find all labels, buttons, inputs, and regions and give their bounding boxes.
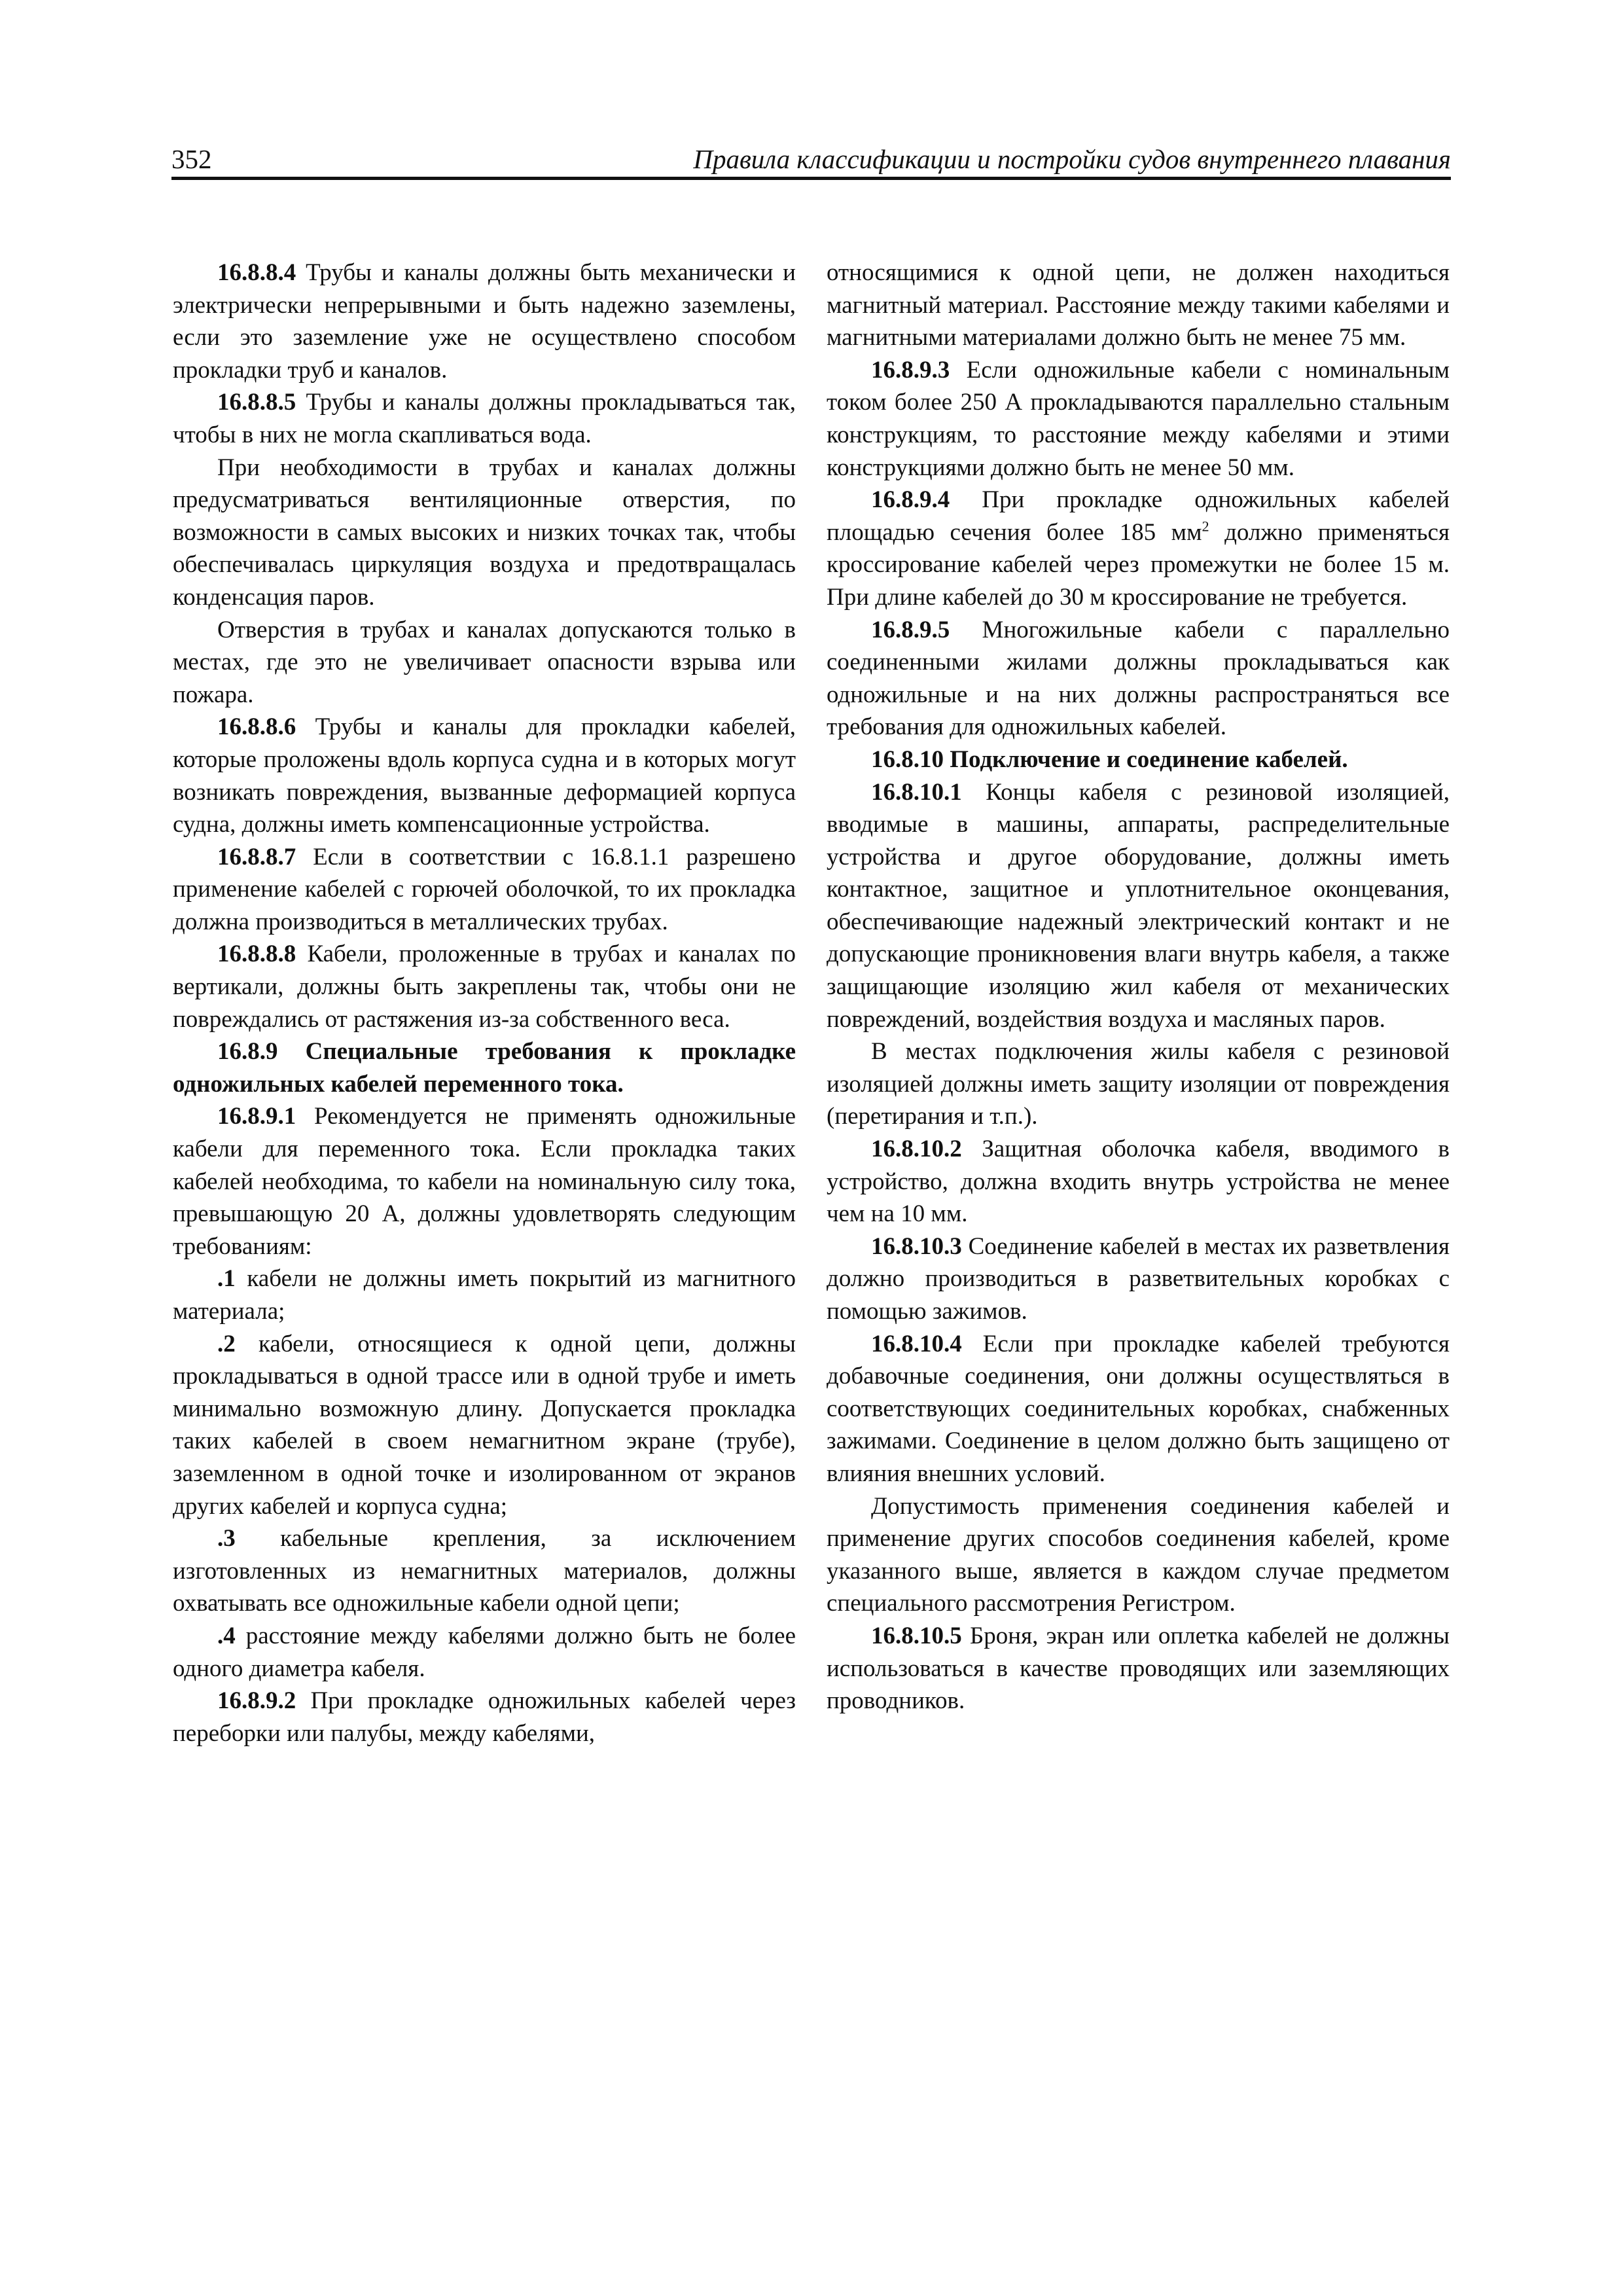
paragraph-16-8-10-2: 16.8.10.2 Защитная оболочка кабеля, вводимого в устройство, должна входить внутрь устройства не менее чем на 10 мм. — [827, 1136, 1450, 1228]
paragraph-16-8-9-2-continued: относящимися к одной цепи, не должен находиться магнитный материал. Расстояние между такими кабелями и магнитными материалами должно быть не менее 75 мм. — [827, 259, 1450, 351]
paragraph-16-8-8-7: 16.8.8.7 Если в соответствии с 16.8.1.1 разрешено применение кабелей с горючей оболочкой, то их прокладка должна производиться в металлических трубах. — [173, 843, 796, 935]
paragraph-admissibility: Допустимость применения соединения кабелей и применение других способов соединения кабелей, кроме указанного выше, является в каждом случае предметом специального рассмотрения Регистром. — [827, 1492, 1450, 1617]
section-heading-16-8-9: 16.8.9 Специальные требования к прокладке одножильных кабелей переменного тока. — [173, 1038, 796, 1098]
paragraph-16-8-10-4: 16.8.10.4 Если при прокладке кабелей требуются добавочные соединения, они должны осуществляться в соответствующих соединительных коробках, снабженных зажимами. Соединение в целом должно быть защищено от влияния внешних условий. — [827, 1330, 1450, 1487]
paragraph-16-8-8-8: 16.8.8.8 Кабели, проложенные в трубах и каналах по вертикали, должны быть закреплены так, чтобы они не повреждались от растяжения из-за собственного веса. — [173, 941, 796, 1033]
paragraph-16-8-9-5: 16.8.9.5 Многожильные кабели с параллельно соединенными жилами должны прокладываться как одножильные и на них должны распространяться все требования для одножильных кабелей. — [827, 616, 1450, 741]
paragraph-16-8-9-3: 16.8.9.3 Если одножильные кабели с номинальным током более 250 А прокладываются параллельно стальным конструкциям, то расстояние между кабелями и этими конструкциями должно быть не менее 50 мм. — [827, 356, 1450, 481]
running-title: Правила классификации и постройки судов внутреннего плавания — [693, 144, 1451, 174]
left-column — [173, 257, 796, 1749]
paragraph-ventilation: При необходимости в трубах и каналах должны предусматриваться вентиляционные отверстия, по возможности в самых высоких и низких точках так, чтобы обеспечивалась циркуляция воздуха и предотвращалась конденсация паров. — [173, 454, 796, 611]
list-item-3: .3 кабельные крепления, за исключением изготовленных из немагнитных материалов, должны охватывать все одножильные кабели одной цепи; — [173, 1525, 796, 1617]
paragraph-16-8-9-1: 16.8.9.1 Рекомендуется не применять одножильные кабели для переменного тока. Если прокладка таких кабелей необходима, то кабели на номинальную силу тока, превышающую 20 А, должны удовлетворять следующим требованиям: — [173, 1103, 796, 1260]
paragraph-16-8-8-5: 16.8.8.5 Трубы и каналы должны прокладываться так, чтобы в них не могла скапливаться вода. — [173, 389, 796, 448]
list-item-2: .2 кабели, относящиеся к одной цепи, должны прокладываться в одной трассе или в одной трубе и иметь минимально возможную длину. Допускается прокладка таких кабелей в своем немагнитном экране (трубе), заземленном в одной точке и изолированном от экранов других кабелей и корпуса судна; — [173, 1330, 796, 1520]
paragraph-16-8-10-1: 16.8.10.1 Концы кабеля с резиновой изоляцией, вводимые в машины, аппараты, распределительные устройства и другое оборудование, должны иметь контактное, защитное и уплотнительное оконцевания, обеспечивающие надежный электрический контакт и не допускающие проникновения влаги внутрь кабеля, а также защищающие изоляцию жил кабеля от механических повреждений, воздействия воздуха и масляных паров. — [827, 778, 1450, 1033]
list-item-1: .1 кабели не должны иметь покрытий из магнитного материала; — [173, 1265, 796, 1325]
page-header — [171, 143, 1451, 175]
page-number: 352 — [171, 144, 212, 174]
paragraph-rubber-insulation: В местах подключения жилы кабеля с резиновой изоляцией должны иметь защиту изоляции от повреждения (перетирания и т.п.). — [827, 1038, 1450, 1130]
section-heading-16-8-10: 16.8.10 Подключение и соединение кабелей. — [871, 745, 1348, 773]
paragraph-16-8-8-6: 16.8.8.6 Трубы и каналы для прокладки кабелей, которые проложены вдоль корпуса судна и в которых могут возникать повреждения, вызванные деформацией корпуса судна, должны иметь компенсационные устройства. — [173, 713, 796, 838]
paragraph-16-8-10-5: 16.8.10.5 Броня, экран или оплетка кабелей не должны использоваться в качестве проводящих или заземляющих проводников. — [827, 1622, 1450, 1715]
header-rule — [171, 177, 1451, 180]
paragraph-openings: Отверстия в трубах и каналах допускаются только в местах, где это не увеличивает опасности взрыва или пожара. — [173, 616, 796, 708]
right-column — [827, 257, 1450, 1717]
list-item-4: .4 расстояние между кабелями должно быть не более одного диаметра кабеля. — [173, 1622, 796, 1682]
paragraph-16-8-9-4: 16.8.9.4 При прокладке одножильных кабелей площадью сечения более 185 $мм^2$ должно применяться кроссирование кабелей через промежутки не более 15 м. При длине кабелей до 30 м кроссирование не требуется. — [827, 486, 1450, 611]
paragraph-16-8-8-4: 16.8.8.4 Трубы и каналы должны быть механически и электрически непрерывными и быть надежно заземлены, если это заземление уже не осуществлено способом прокладки труб и каналов. — [173, 259, 796, 384]
paragraph-16-8-9-2: 16.8.9.2 При прокладке одножильных кабелей через переборки или палубы, между кабелями, — [173, 1687, 796, 1747]
paragraph-16-8-10-3: 16.8.10.3 Соединение кабелей в местах их разветвления должно производиться в разветвительных коробках с помощью зажимов. — [827, 1232, 1450, 1325]
